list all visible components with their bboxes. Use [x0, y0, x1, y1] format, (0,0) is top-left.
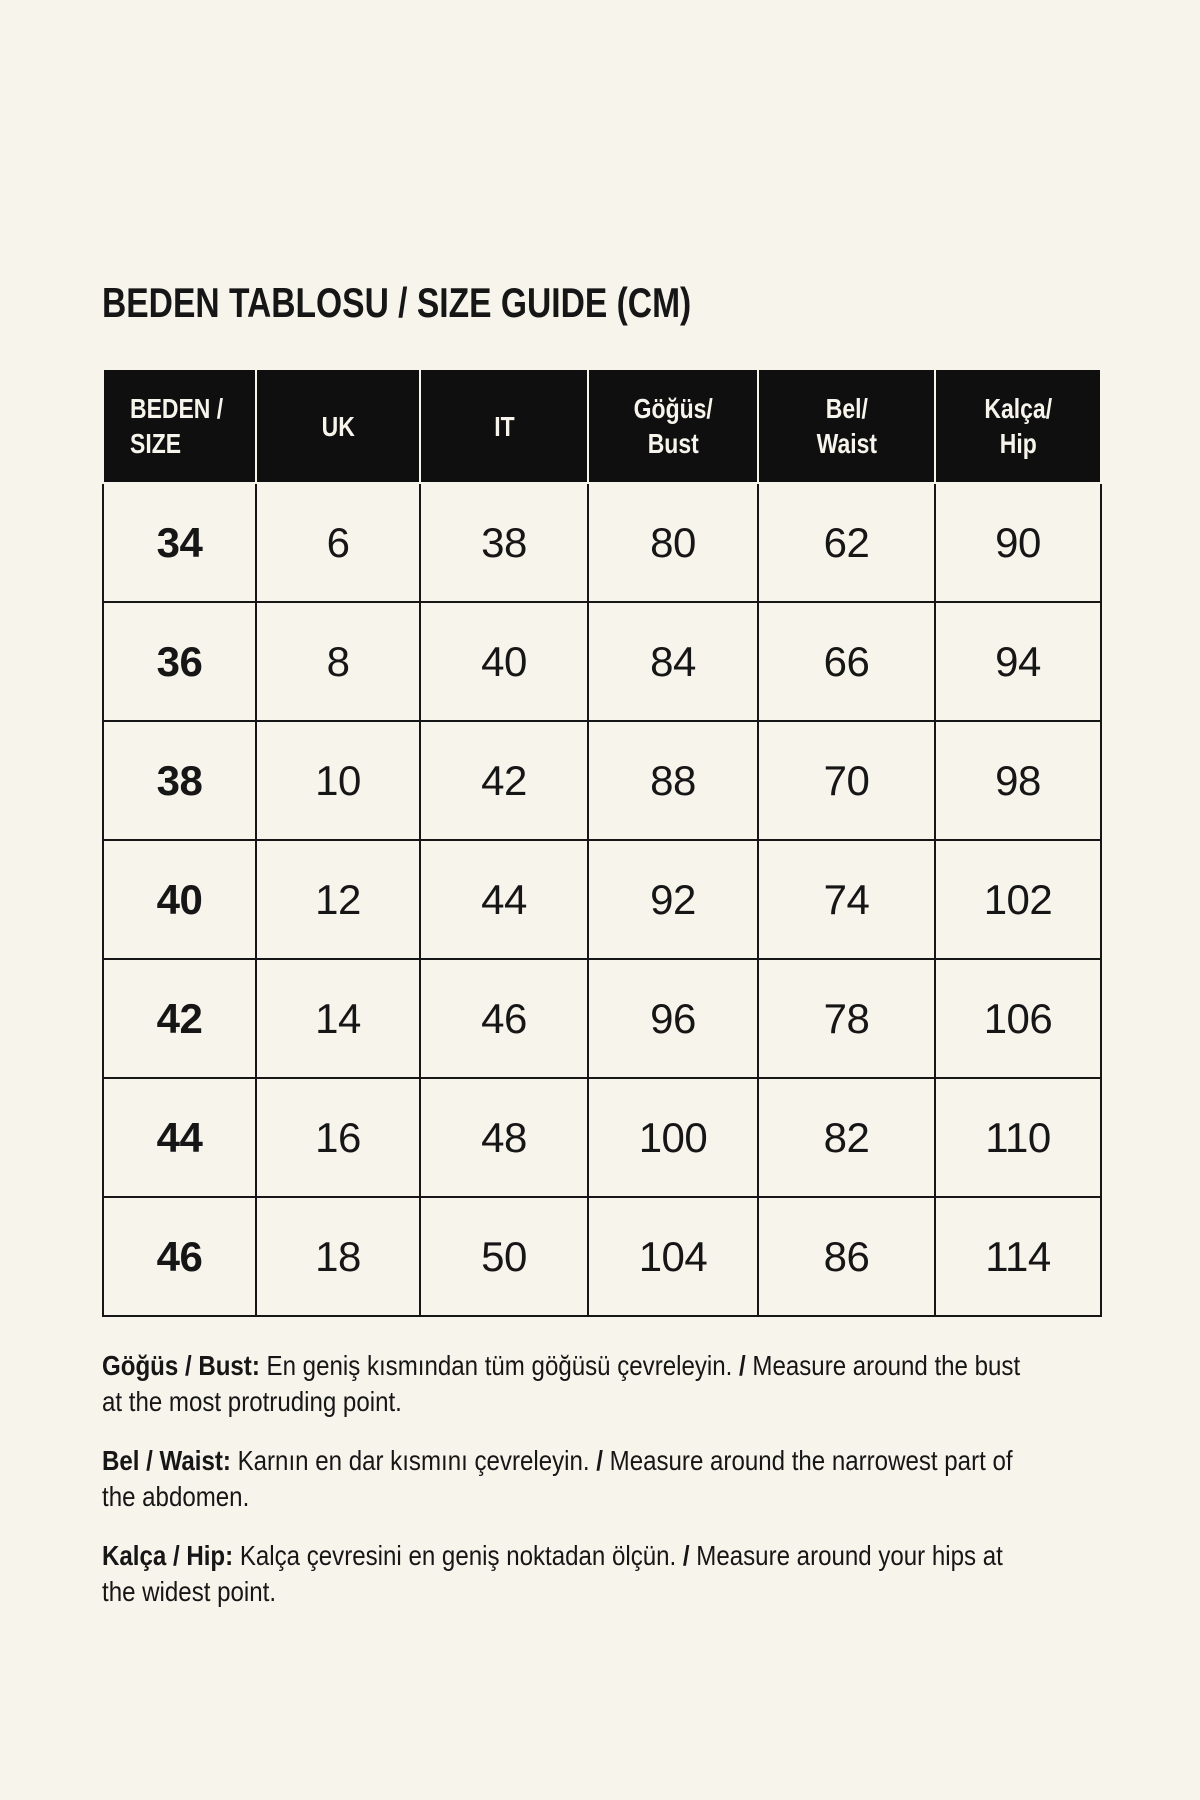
note-text: Measure around the narrowest part of [602, 1445, 1013, 1476]
header-label: UK [321, 410, 355, 442]
table-cell: 48 [420, 1078, 588, 1197]
note-text: Karnın en dar kısmını çevreleyin. [230, 1445, 597, 1476]
table-cell: 84 [588, 602, 758, 721]
header-label: Kalça/ Hip [984, 393, 1052, 459]
header-cell-2 [420, 369, 588, 483]
note-bold-text: / [682, 1540, 690, 1571]
size-cell: 42 [103, 959, 256, 1078]
table-cell: 40 [420, 602, 588, 721]
note-line [102, 1443, 1108, 1479]
size-cell: 40 [103, 840, 256, 959]
table-cell: 16 [256, 1078, 420, 1197]
header-cell-5 [935, 369, 1101, 483]
table-cell: 100 [588, 1078, 758, 1197]
note-bold-text: Bel / Waist: [102, 1445, 231, 1476]
header-label: Göğüs/ Bust [633, 393, 713, 459]
table-cell: 50 [420, 1197, 588, 1316]
size-cell: 44 [103, 1078, 256, 1197]
table-header-row [103, 369, 1101, 483]
size-cell: 34 [103, 483, 256, 602]
table-row [103, 721, 1101, 840]
size-cell: 46 [103, 1197, 256, 1316]
note-text: Measure around the bust [745, 1350, 1021, 1381]
table-cell: 42 [420, 721, 588, 840]
size-guide-table [102, 368, 1102, 1317]
table-cell: 74 [758, 840, 935, 959]
table-cell: 102 [935, 840, 1101, 959]
table-row [103, 840, 1101, 959]
note-text: the abdomen. [102, 1481, 250, 1512]
note-text: Measure around your hips at [689, 1540, 1003, 1571]
table-row [103, 1078, 1101, 1197]
table-cell: 98 [935, 721, 1101, 840]
note-text: the widest point. [102, 1576, 277, 1607]
table-cell: 92 [588, 840, 758, 959]
header-label: IT [493, 410, 515, 442]
table-body [103, 483, 1101, 1316]
note-bold-text: Kalça / Hip: [102, 1540, 234, 1571]
note-line [102, 1479, 1108, 1515]
note-bold-text: / [739, 1350, 746, 1381]
note-bold-text: Göğüs / Bust: [102, 1350, 260, 1381]
header-label: Bel/ Waist [816, 393, 877, 459]
note-line [102, 1574, 1108, 1610]
table-row [103, 1197, 1101, 1316]
table-cell: 8 [256, 602, 420, 721]
page-title: BEDEN TABLOSU / SIZE GUIDE (CM) [102, 279, 692, 326]
table-cell: 96 [588, 959, 758, 1078]
table-cell: 38 [420, 483, 588, 602]
note-line [102, 1538, 1108, 1574]
table-cell: 12 [256, 840, 420, 959]
table-header [103, 369, 1101, 483]
header-cell-4 [758, 369, 935, 483]
table-cell: 80 [588, 483, 758, 602]
table-cell: 78 [758, 959, 935, 1078]
note-line [102, 1348, 1108, 1384]
table-cell: 14 [256, 959, 420, 1078]
table-row [103, 959, 1101, 1078]
measurement-note [102, 1443, 1108, 1515]
table-cell: 46 [420, 959, 588, 1078]
note-bold-text: / [596, 1445, 603, 1476]
table-cell: 114 [935, 1197, 1101, 1316]
header-label: BEDEN / SIZE [130, 393, 224, 459]
table-cell: 90 [935, 483, 1101, 602]
header-cell-3 [588, 369, 758, 483]
measurement-note [102, 1538, 1108, 1610]
table-cell: 82 [758, 1078, 935, 1197]
size-cell: 36 [103, 602, 256, 721]
note-line [102, 1384, 1108, 1420]
table-cell: 86 [758, 1197, 935, 1316]
table-cell: 10 [256, 721, 420, 840]
header-cell-0 [103, 369, 256, 483]
table-cell: 106 [935, 959, 1101, 1078]
measurement-note [102, 1348, 1108, 1420]
note-text: En geniş kısmından tüm göğüsü çevreleyin. [259, 1350, 740, 1381]
table-cell: 66 [758, 602, 935, 721]
table-cell: 6 [256, 483, 420, 602]
note-text: Kalça çevresini en geniş noktadan ölçün. [233, 1540, 683, 1571]
table-cell: 110 [935, 1078, 1101, 1197]
note-text: at the most protruding point. [102, 1386, 402, 1417]
size-cell: 38 [103, 721, 256, 840]
table-cell: 44 [420, 840, 588, 959]
table-cell: 104 [588, 1197, 758, 1316]
table-cell: 62 [758, 483, 935, 602]
table-cell: 94 [935, 602, 1101, 721]
table-row [103, 483, 1101, 602]
header-cell-1 [256, 369, 420, 483]
measurement-notes [102, 1348, 1108, 1633]
table-cell: 88 [588, 721, 758, 840]
table-row [103, 602, 1101, 721]
table-cell: 18 [256, 1197, 420, 1316]
table-cell: 70 [758, 721, 935, 840]
